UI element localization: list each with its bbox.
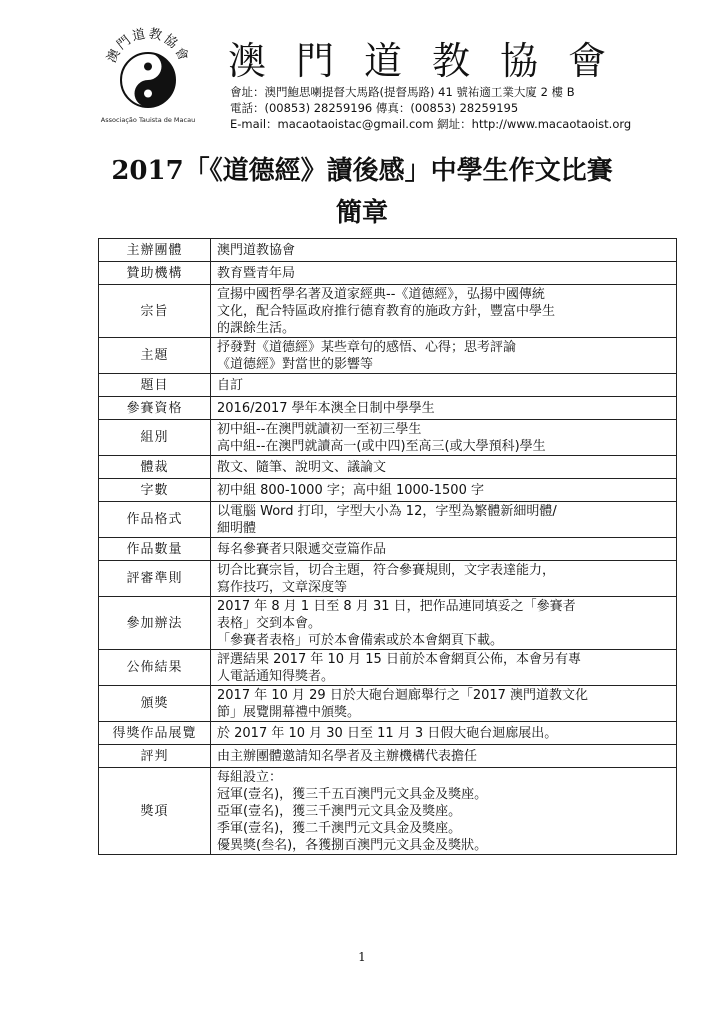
page-number: 1 <box>358 950 366 964</box>
row-label: 評判 <box>99 745 211 768</box>
logo-caption: Associação Tauista de Macau <box>100 116 196 124</box>
value-line: 「參賽者表格」可於本會備索或於本會網頁下載。 <box>217 632 504 648</box>
table-row <box>99 262 677 285</box>
row-value <box>211 479 677 502</box>
value-line: 2016/2017 學年本澳全日制中學學生 <box>217 400 435 416</box>
rules-table <box>98 238 677 855</box>
value-line: 冠軍(壹名)，獲三千五百澳門元文具金及獎座。 <box>217 786 488 802</box>
value-line: 以電腦 Word 打印，字型大小為 12，字型為繁體新細明體/ <box>217 503 557 519</box>
row-label: 得獎作品展覽 <box>99 722 211 745</box>
row-value <box>211 420 677 456</box>
row-label: 公佈結果 <box>99 650 211 686</box>
value-line: 切合比賽宗旨，切合主題，符合參賽規則，文字表達能力， <box>217 562 556 578</box>
value-line: 自訂 <box>217 377 244 393</box>
association-logo <box>96 22 200 130</box>
row-label: 組別 <box>99 420 211 456</box>
row-value <box>211 686 677 722</box>
phone-fax-line: 電話：(00853) 28259196 傳真：(00853) 28259195 <box>230 101 519 115</box>
row-value <box>211 262 677 285</box>
value-line: 亞軍(壹名)，獲三千澳門元文具金及獎座。 <box>217 803 462 819</box>
value-line: 細明體 <box>217 520 257 536</box>
value-line: 初中組--在澳門就讀初一至初三學生 <box>217 421 422 437</box>
row-label: 宗旨 <box>99 285 211 338</box>
address-line: 會址：澳門鮑思喇提督大馬路(提督馬路) 41 號祐適工業大廈 2 樓 B <box>230 85 575 99</box>
row-value <box>211 597 677 650</box>
row-label: 字數 <box>99 479 211 502</box>
row-label: 贊助機構 <box>99 262 211 285</box>
row-label: 題目 <box>99 374 211 397</box>
row-label: 主辦團體 <box>99 239 211 262</box>
row-value <box>211 538 677 561</box>
value-line: 表格」交到本會。 <box>217 615 322 631</box>
value-line: 節」展覽開幕禮中頒獎。 <box>217 704 361 720</box>
row-label: 作品數量 <box>99 538 211 561</box>
table-row <box>99 502 677 538</box>
value-line: 《道德經》對當世的影響等 <box>217 356 374 372</box>
row-value <box>211 561 677 597</box>
row-label: 主題 <box>99 338 211 374</box>
table-row <box>99 420 677 456</box>
table-row <box>99 597 677 650</box>
table-row <box>99 561 677 597</box>
table-row <box>99 722 677 745</box>
table-row <box>99 686 677 722</box>
value-line: 高中組--在澳門就讀高一(或中四)至高三(或大學預科)學生 <box>217 438 546 454</box>
row-value <box>211 374 677 397</box>
row-value <box>211 456 677 479</box>
value-line: 澳門道教協會 <box>217 242 296 258</box>
value-line: 宣揚中國哲學名著及道家經典--《道德經》，弘揚中國傳統 <box>217 286 545 302</box>
yin-yang-logo-icon <box>96 22 200 112</box>
value-line: 散文、隨筆、說明文、議論文 <box>217 459 387 475</box>
value-line: 於 2017 年 10 月 30 日至 11 月 3 日假大砲台迴廊展出。 <box>217 725 558 741</box>
row-label: 體裁 <box>99 456 211 479</box>
row-value <box>211 502 677 538</box>
organization-name: 澳門道教協會 <box>228 39 637 83</box>
value-line: 由主辦團體邀請知名學者及主辦機構代表擔任 <box>217 748 478 764</box>
row-label: 獎項 <box>99 768 211 855</box>
row-value <box>211 239 677 262</box>
row-value <box>211 285 677 338</box>
table-row <box>99 239 677 262</box>
value-line: 季軍(壹名)，獲二千澳門元文具金及獎座。 <box>217 820 462 836</box>
row-value <box>211 745 677 768</box>
email-web-line: E-mail：macaotaoistac@gmail.com 網址：http://www.macaotaoist.org <box>230 117 632 131</box>
row-value <box>211 397 677 420</box>
table-row <box>99 397 677 420</box>
table-row <box>99 374 677 397</box>
row-value <box>211 338 677 374</box>
value-line: 優異獎(叁名)，各獲捌百澳門元文具金及獎狀。 <box>217 837 488 853</box>
value-line: 教育暨青年局 <box>217 265 296 281</box>
value-line: 2017 年 10 月 29 日於大砲台迴廊舉行之「2017 澳門道教文化 <box>217 687 589 703</box>
table-row <box>99 456 677 479</box>
value-line: 每組設立： <box>217 769 283 785</box>
value-line: 人電話通知得獎者。 <box>217 668 335 684</box>
row-label: 作品格式 <box>99 502 211 538</box>
document-subtitle: 簡章 <box>335 198 388 228</box>
row-label: 參加辦法 <box>99 597 211 650</box>
table-row <box>99 768 677 855</box>
table-row <box>99 538 677 561</box>
table-row <box>99 338 677 374</box>
value-line: 的課餘生活。 <box>217 320 296 336</box>
row-value <box>211 722 677 745</box>
value-line: 2017 年 8 月 1 日至 8 月 31 日，把作品連同填妥之「參賽者 <box>217 598 576 614</box>
svg-text:澳門道教協會: 澳門道教協會 <box>104 26 192 66</box>
value-line: 寫作技巧，文章深度等 <box>217 579 348 595</box>
row-label: 頒獎 <box>99 686 211 722</box>
value-line: 初中組 800-1000 字；高中組 1000-1500 字 <box>217 482 484 498</box>
table-row <box>99 285 677 338</box>
table-row <box>99 650 677 686</box>
row-value <box>211 768 677 855</box>
row-label: 評審準則 <box>99 561 211 597</box>
document-title: 2017「《道德經》讀後感」中學生作文比賽 <box>111 156 613 186</box>
table-row <box>99 479 677 502</box>
value-line: 抒發對《道德經》某些章句的感悟、心得；思考評論 <box>217 339 517 355</box>
value-line: 文化，配合特區政府推行德育教育的施政方針，豐富中學生 <box>217 303 556 319</box>
row-value <box>211 650 677 686</box>
row-label: 參賽資格 <box>99 397 211 420</box>
value-line: 每名參賽者只限遞交壹篇作品 <box>217 541 387 557</box>
table-row <box>99 745 677 768</box>
contact-block <box>230 84 710 132</box>
value-line: 評選結果 2017 年 10 月 15 日前於本會網頁公佈，本會另有專 <box>217 651 581 667</box>
